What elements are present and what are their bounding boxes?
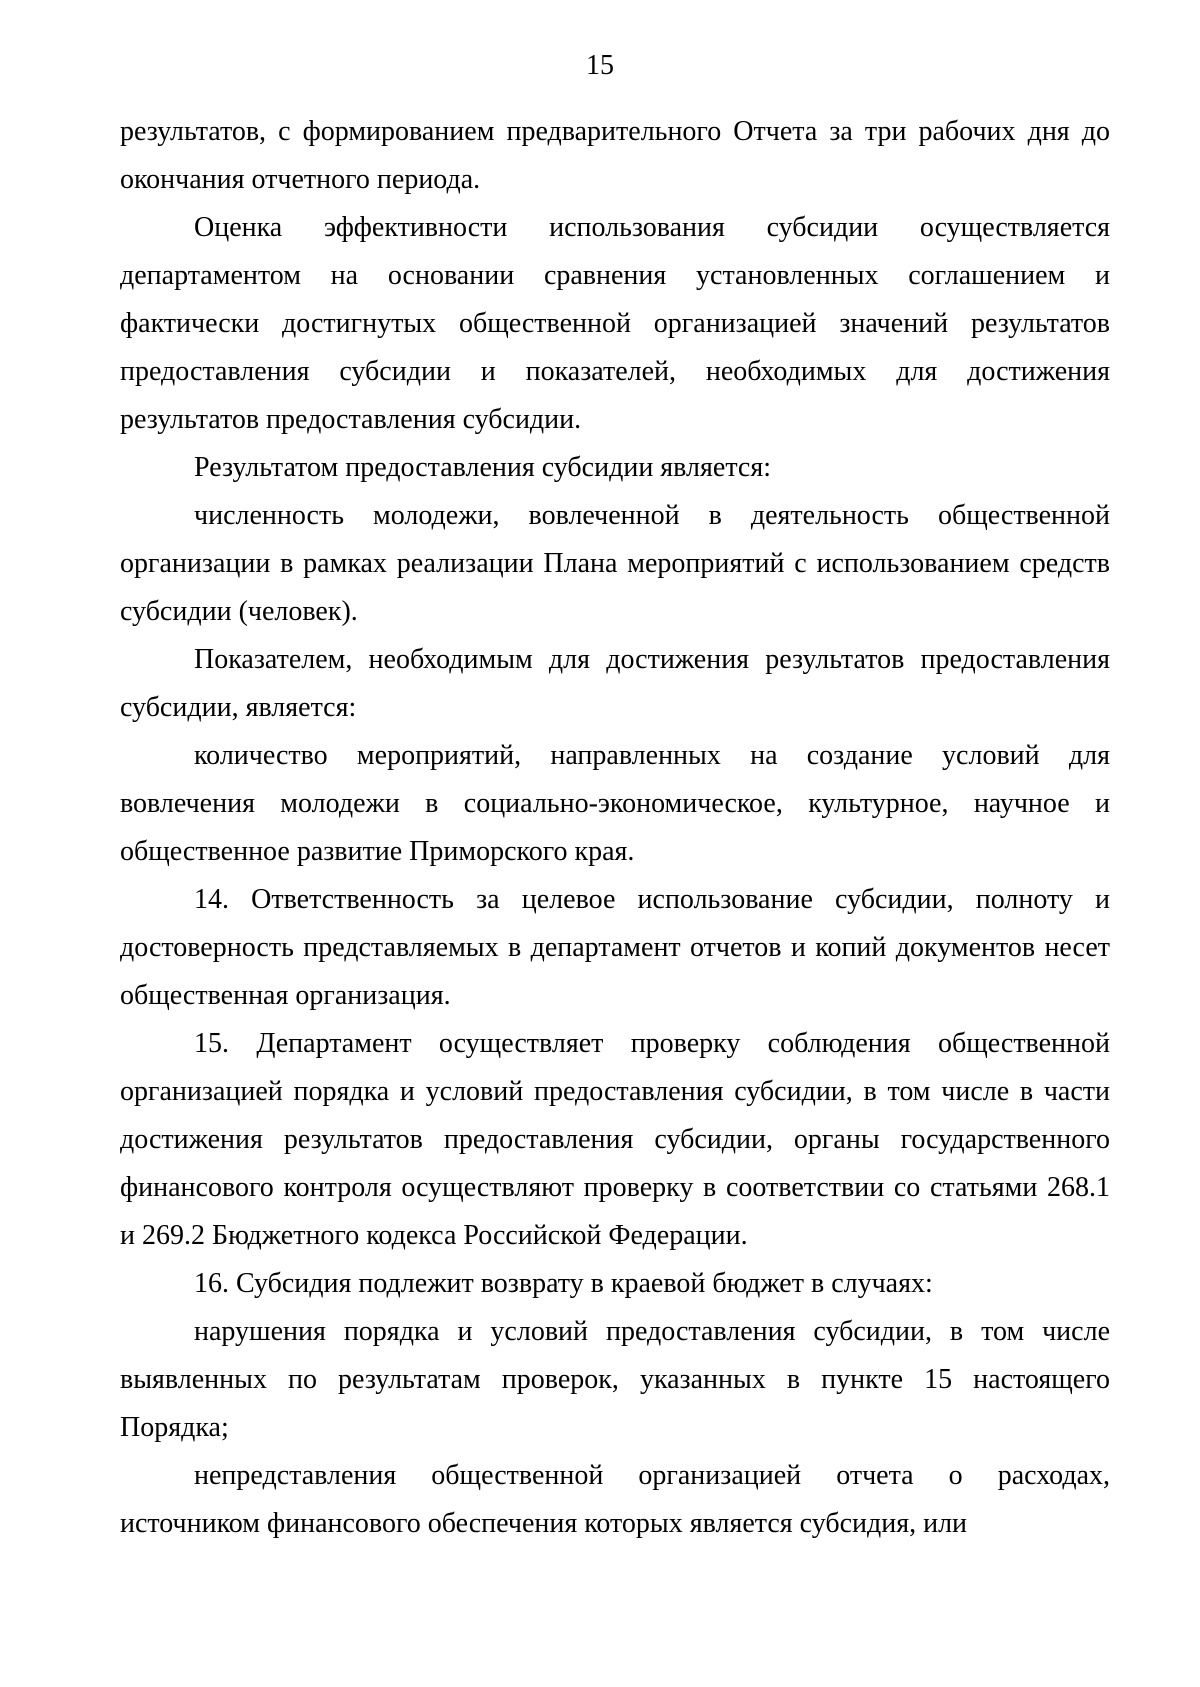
paragraph-continuation: результатов, с формированием предварительного Отчета за три рабочих дня до окончания отчетного периода. xyxy=(120,116,1110,195)
paragraph-indicator-heading: Показателем, необходимым для достижения результатов предоставления субсидии, является: xyxy=(120,644,1110,723)
paragraph-result-youth-count: численность молодежи, вовлеченной в деятельность общественной организации в рамках реализации Плана мероприятий с использованием средств субсидии (человек). xyxy=(120,500,1110,627)
paragraph-violation-case: нарушения порядка и условий предоставления субсидии, в том числе выявленных по результатам проверок, указанных в пункте 15 настоящего Порядка; xyxy=(120,1316,1110,1443)
paragraph-item-14: 14. Ответственность за целевое использование субсидии, полноту и достоверность представляемых в департамент отчетов и копий документов несет общественная организация. xyxy=(120,884,1110,1011)
paragraph-result-heading: Результатом предоставления субсидии является: xyxy=(194,452,771,483)
page-number: 15 xyxy=(586,50,614,81)
paragraph-nonsubmission-case: непредставления общественной организацией отчета о расходах, источником финансового обеспечения которых является субсидия, или xyxy=(120,1460,1110,1539)
document-body xyxy=(120,108,1110,1548)
paragraph-item-16: 16. Субсидия подлежит возврату в краевой бюджет в случаях: xyxy=(194,1268,933,1299)
paragraph-indicator-events-count: количество мероприятий, направленных на создание условий для вовлечения молодежи в социально-экономическое, культурное, научное и общественное развитие Приморского края. xyxy=(120,740,1110,867)
paragraph-item-15: 15. Департамент осуществляет проверку соблюдения общественной организацией порядка и условий предоставления субсидии, в том числе в части достижения результатов предоставления субсидии, органы государственного финансового контроля осуществляют проверку в соответствии со статьями 268.1 и 269.2 Бюджетного кодекса Российской Федерации. xyxy=(120,1028,1110,1251)
paragraph-efficiency-assessment: Оценка эффективности использования субсидии осуществляется департаментом на основании сравнения установленных соглашением и фактически достигнутых общественной организацией значений результатов предоставления субсидии и показателей, необходимых для достижения результатов предоставления субсидии. xyxy=(120,212,1110,435)
